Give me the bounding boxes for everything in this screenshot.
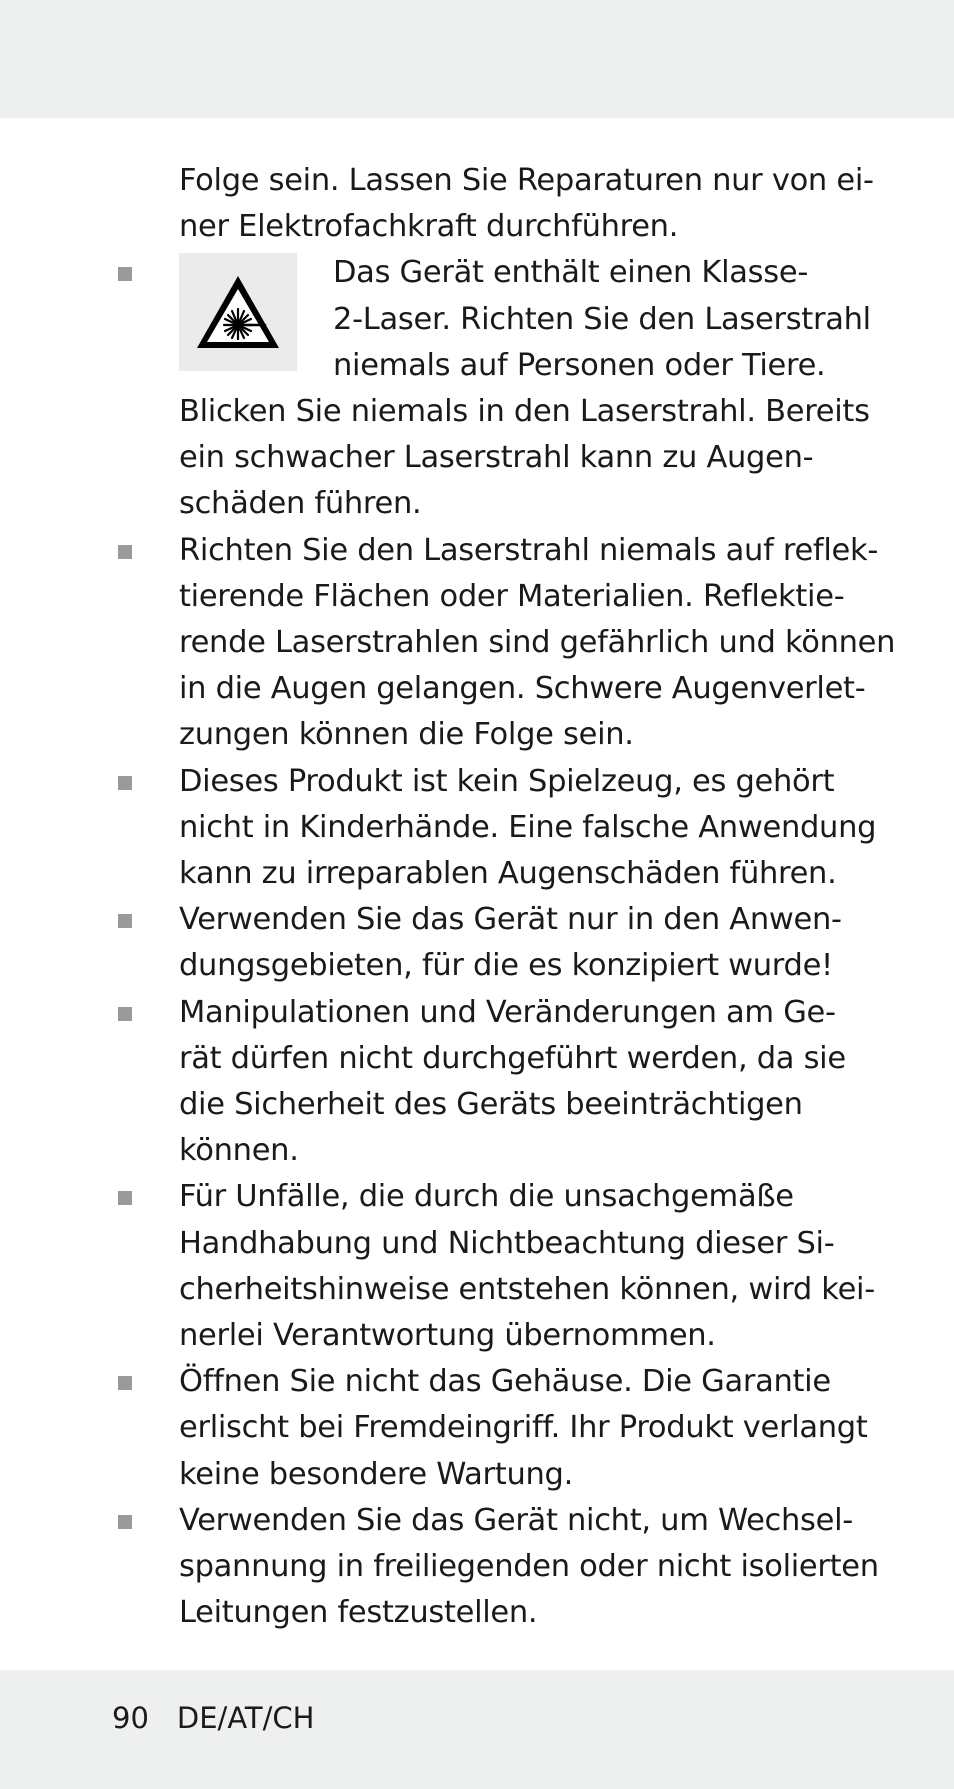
bullet-square-icon xyxy=(118,776,132,790)
text-line: rende Laserstrahlen sind gefährlich und können xyxy=(179,625,896,661)
bullet-square-icon xyxy=(118,1376,132,1390)
text-line: Verwenden Sie das Gerät nicht, um Wechsel- xyxy=(179,1502,853,1538)
list-item xyxy=(0,990,846,1175)
page-number: 90 xyxy=(112,1701,149,1735)
text-line: rät dürfen nicht durchgeführt werden, da sie xyxy=(179,1040,846,1076)
text-line: Blicken Sie niemals in den Laserstrahl. Bereits xyxy=(179,394,870,430)
text-line: Dieses Produkt ist kein Spielzeug, es gehört xyxy=(179,763,835,799)
bullet-square-icon xyxy=(118,1007,132,1021)
text-line: Manipulationen und Veränderungen am Ge- xyxy=(179,994,836,1030)
text-line: spannung in freiliegenden oder nicht isolierten xyxy=(179,1549,879,1585)
text-line: 2-Laser. Richten Sie den Laserstrahl xyxy=(333,301,871,337)
text-line: erlischt bei Fremdeingriff. Ihr Produkt verlangt xyxy=(179,1410,868,1446)
list-item xyxy=(0,759,877,898)
bullet-square-icon xyxy=(118,267,132,281)
safety-instructions xyxy=(0,158,954,1637)
bullet-square-icon xyxy=(118,914,132,928)
text-line: Für Unfälle, die durch die unsachgemäße xyxy=(179,1179,794,1215)
text-line: Verwenden Sie das Gerät nur in den Anwen- xyxy=(179,902,842,938)
header-band xyxy=(0,0,954,118)
list-item xyxy=(0,897,842,989)
continued-paragraph xyxy=(179,158,874,250)
text-line: nicht in Kinderhände. Eine falsche Anwendung xyxy=(179,809,877,845)
text-line: Leitungen festzustellen. xyxy=(179,1595,538,1631)
list-item-laser xyxy=(0,250,871,527)
list-item xyxy=(0,1174,875,1359)
list-item xyxy=(0,528,896,759)
text-line: nerlei Verantwortung übernommen. xyxy=(179,1318,716,1354)
text-line: tierende Flächen oder Materialien. Reflektie- xyxy=(179,578,845,614)
text-line: Öffnen Sie nicht das Gehäuse. Die Garantie xyxy=(179,1364,831,1400)
text-line: keine besondere Wartung. xyxy=(179,1456,573,1492)
list-item xyxy=(0,1498,879,1637)
bullet-square-icon xyxy=(118,1191,132,1205)
text-line: Richten Sie den Laserstrahl niemals auf reflek- xyxy=(179,532,879,568)
text-line: Handhabung und Nichtbeachtung dieser Si- xyxy=(179,1225,835,1261)
text-line: können. xyxy=(179,1133,299,1169)
bullet-square-icon xyxy=(118,1515,132,1529)
text-line: ein schwacher Laserstrahl kann zu Augen- xyxy=(179,440,814,476)
page-footer xyxy=(112,1700,314,1736)
text-line: dungsgebieten, für die es konzipiert wurde! xyxy=(179,948,833,984)
bullet-square-icon xyxy=(118,545,132,559)
text-line: niemals auf Personen oder Tiere. xyxy=(333,347,826,383)
text-line: die Sicherheit des Geräts beeinträchtigen xyxy=(179,1087,803,1123)
text-line: Folge sein. Lassen Sie Reparaturen nur von ei- xyxy=(179,163,874,198)
text-line: cherheitshinweise entstehen können, wird kei- xyxy=(179,1271,875,1307)
text-line: ner Elektrofachkraft durchführen. xyxy=(179,209,679,245)
text-line: kann zu irreparablen Augenschäden führen. xyxy=(179,856,837,892)
text-line: in die Augen gelangen. Schwere Augenverlet- xyxy=(179,671,866,707)
text-line: zungen können die Folge sein. xyxy=(179,717,634,753)
region-code: DE/AT/CH xyxy=(176,1701,315,1735)
text-line: Das Gerät enthält einen Klasse- xyxy=(333,255,809,291)
laser-warning-icon xyxy=(179,253,297,371)
list-item xyxy=(0,1359,868,1498)
text-line: schäden führen. xyxy=(179,486,422,522)
